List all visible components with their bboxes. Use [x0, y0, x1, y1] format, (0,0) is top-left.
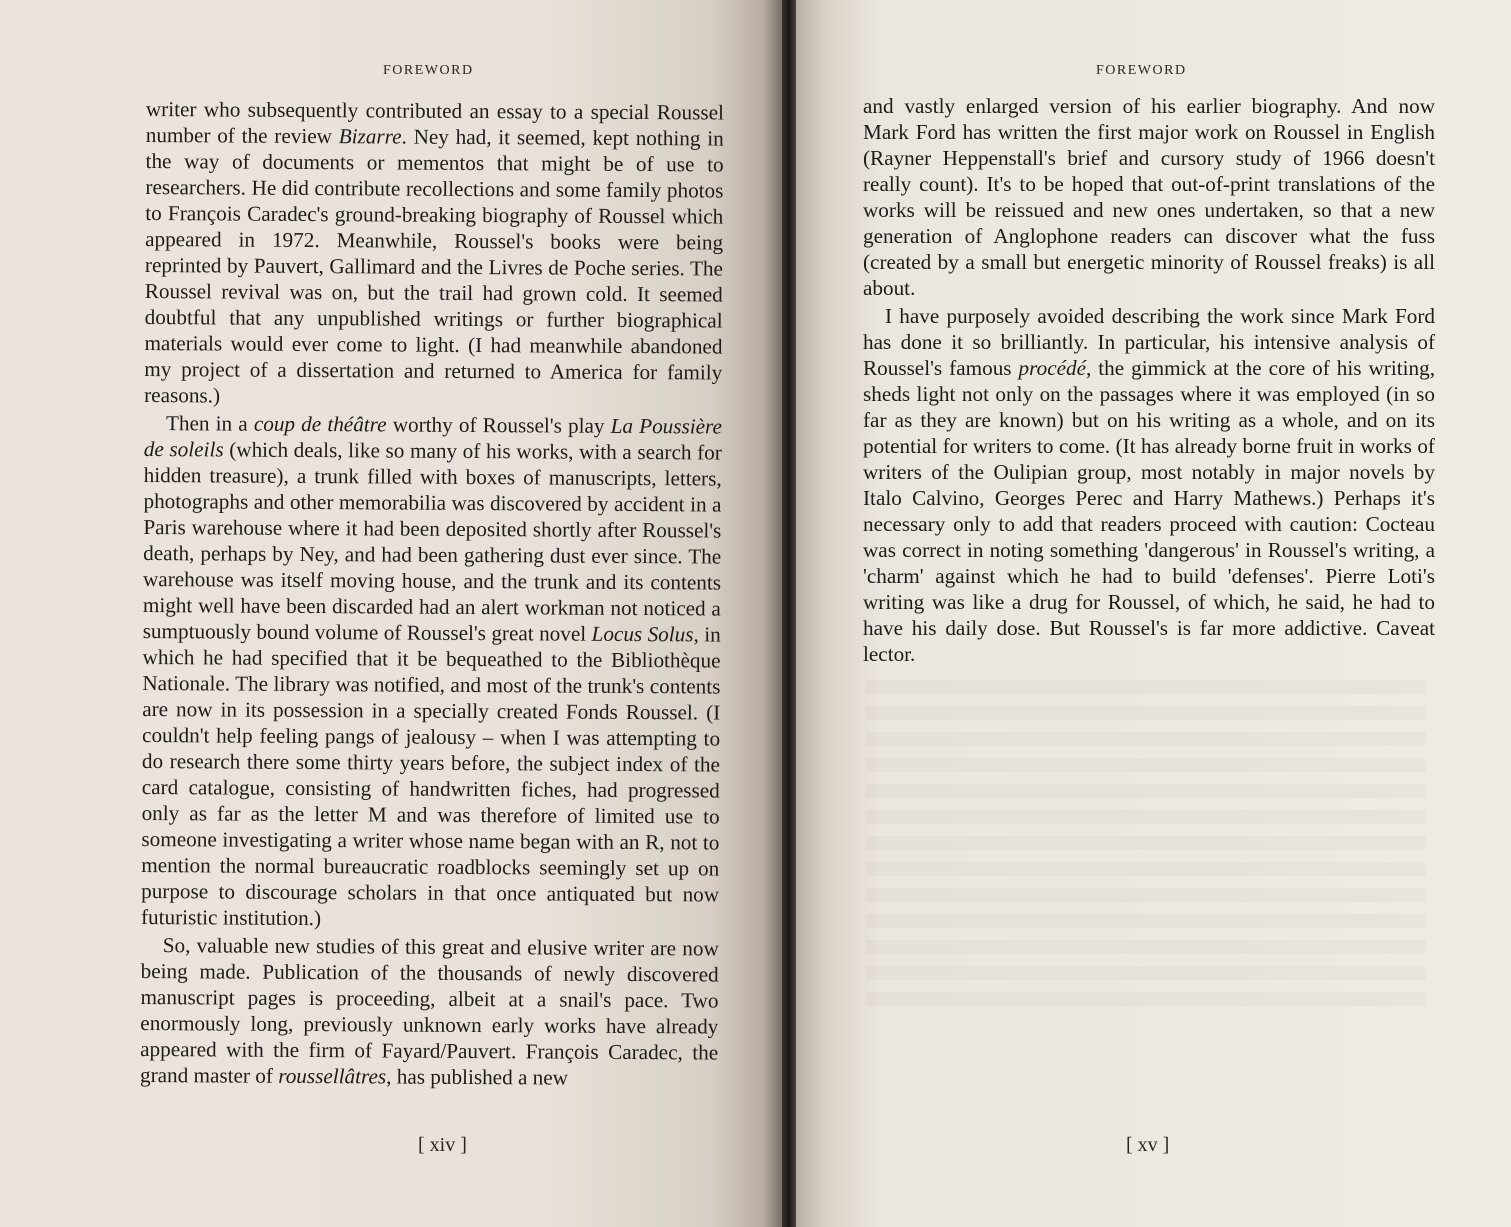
right-page — [796, 0, 1511, 1227]
show-through-texture — [866, 680, 1426, 1010]
page-number-right: [ xv ] — [1126, 1134, 1170, 1156]
book-gutter — [782, 0, 796, 1227]
left-paragraph-1: writer who subsequently contributed an essay to a special Roussel number of the review Bizarre. Ney had, it seemed, kept nothing in the way of documents or mementos that might be of use to researchers. He did contribute recollections and some family photos to François Caradec's ground-breaking biography of Roussel which appeared in 1972. Meanwhile, Roussel's books were being reprinted by Pauvert, Gallimard and the Livres de Poche series. The Roussel revival was on, but the trail had grown cold. It seemed doubtful that any unpublished writings or further biographical materials would ever come to light. (I had meanwhile abandoned my project of a dissertation and returned to America for family reasons.) — [144, 96, 724, 408]
left-paragraph-3: So, valuable new studies of this great and elusive writer are now being made. Publication of the thousands of newly discovered manuscript pages is proceeding, albeit at a snail's pace. Two enormously long, previously unknown early works have already appeared with the firm of Fayard/Pauvert. François Caradec, the grand master of roussellâtres, has published a new — [139, 933, 719, 1090]
right-paragraph-2: I have purposely avoided describing the work since Mark Ford has done it so brilliantly. In particular, his intensive analysis of Roussel's famous procédé, the gimmick at the core of his writing, sheds light not only on the passages where it was employed (in so far as they are known) but on his writing as a whole, and on its potential for writers to come. (It has already borne fruit in works of writers of the Oulipian group, most notably in major novels by Italo Calvino, Georges Perec and Harry Mathews.) Perhaps it's necessary only to add that readers proceed with caution: Cocteau was correct in noting something 'dangerous' in Roussel's writing, a 'charm' against which he had to build 'defenses'. Pierre Loti's writing was like a drug for Roussel, of which, he said, he had to have his daily dose. But Roussel's is far more addictive. Caveat lector. — [863, 304, 1436, 666]
right-paragraph-1: and vastly enlarged version of his earlier biography. And now Mark Ford has written the first major work on Roussel in English (Rayner Heppenstall's brief and cursory study of 1966 doesn't really count). It's to be hoped that out-of-print translations of the works will be reissued and new ones undertaken, so that a new generation of Anglophone readers can discover what the fuss (created by a small but energetic minority of Roussel freaks) is all about. — [863, 94, 1435, 300]
page-number-left: [ xiv ] — [418, 1134, 467, 1156]
right-page-body — [863, 93, 1435, 667]
running-head-right: FOREWORD — [1096, 63, 1187, 78]
left-paragraph-2: Then in a coup de théâtre worthy of Roussel's play La Poussière de soleils (which deals, like so many of his works, with a search for hidden treasure), a trunk filled with boxes of manuscripts, letters, photographs and other memorabilia was discovered by accident in a Paris warehouse where it had been deposited shortly after Roussel's death, perhaps by Ney, and had been gathering dust ever since. The warehouse was itself moving house, and the trunk and its contents might well have been discarded had an alert workman not noticed a sumptuously bound volume of Roussel's great novel Locus Solus, in which he had specified that it be bequeathed to the Bibliothèque Nationale. The library was notified, and most of the trunk's contents are now in its possession in a specially created Fonds Roussel. (I couldn't help feeling pangs of jealousy – when I was attempting to do research there some thirty years before, the subject index of the card catalogue, consisting of handwritten fiches, had progressed only as far as the letter M and was therefore of limited use to someone investigating a writer whose name began with an R, not to mention the normal bureaucratic roadblocks seemingly set up on purpose to discourage scholars in that once antiquated but now futuristic institution.) — [140, 411, 723, 931]
running-head-left: FOREWORD — [383, 63, 474, 78]
left-page-body — [140, 96, 724, 1092]
